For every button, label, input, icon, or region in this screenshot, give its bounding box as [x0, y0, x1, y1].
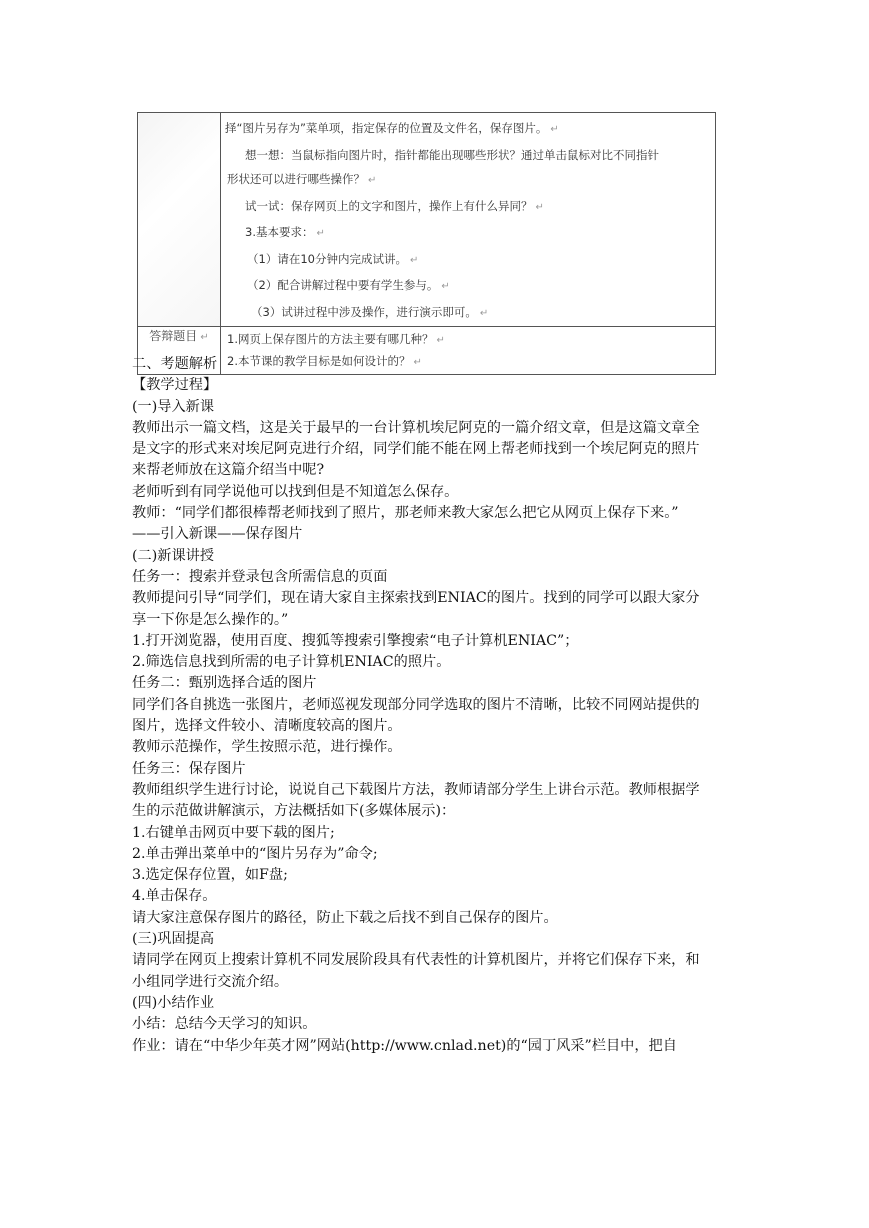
table-content-cell [221, 113, 716, 327]
text-line: 教师：“同学们都很棒帮老师找到了照片，那老师来教大家怎么把它从网页上保存下来。” [132, 505, 679, 522]
text-line: 请同学在网页上搜索计算机不同发展阶段具有代表性的计算机图片，并将它们保存下来，和 [132, 952, 700, 969]
text-line: 小结：总结今天学习的知识。 [132, 1016, 317, 1033]
text-line: 享一下你是怎么操作的。” [132, 611, 289, 628]
text-line: (二)新课讲授 [132, 547, 215, 564]
text-line: 生的示范做讲解演示，方法概括如下(多媒体展示)： [132, 803, 456, 820]
text-line: 2.单击弹出菜单中的“图片另存为”命令; [132, 845, 378, 862]
table-label-cell: 答辩题目 ↵ [138, 327, 221, 375]
text-line: 图片，选择文件较小、清晰度较高的图片。 [132, 718, 402, 735]
text-line: 教师提问引导“同学们，现在请大家自主探索找到ENIAC的图片。找到的同学可以跟大家分 [132, 590, 700, 607]
exam-table [137, 112, 716, 375]
text-line: (一)导入新课 [132, 398, 215, 415]
table-row: 试一试：保存网页上的文字和图片，操作上有什么异同？ ↵ [245, 198, 544, 213]
text-line: (三)巩固提高 [132, 931, 215, 948]
text-line: 1.右键单击网页中要下载的图片; [132, 824, 335, 841]
text-line: 任务三：保存图片 [132, 760, 246, 777]
text-line: ——引入新课——保存图片 [132, 526, 303, 543]
text-line: 老师听到有同学说他可以找到但是不知道怎么保存。 [132, 483, 459, 500]
text-line: 3.选定保存位置，如F盘; [132, 867, 288, 884]
table-row: 想一想：当鼠标指向图片时，指针都能出现哪些形状？通过单击鼠标对比不同指针 [245, 147, 659, 162]
text-line: 任务一：搜索并登录包含所需信息的页面 [132, 568, 388, 585]
text-line: 请大家注意保存图片的路径，防止下载之后找不到自己保存的图片。 [132, 909, 558, 926]
text-line: 4.单击保存。 [132, 888, 217, 905]
answer-analysis-text [132, 354, 742, 1057]
text-line: 小组同学进行交流介绍。 [132, 973, 289, 990]
text-line: 教师示范操作，学生按照示范，进行操作。 [132, 739, 402, 756]
text-line: 2.筛选信息找到所需的电子计算机ENIAC的照片。 [132, 654, 451, 671]
table-row: （1）请在10分钟内完成试讲。 ↵ [247, 251, 419, 266]
text-line: 来帮老师放在这篇介绍当中呢? [132, 462, 325, 479]
text-line: 教师组织学生进行讨论，说说自己下载图片方法，教师请部分学生上讲台示范。教师根据学 [132, 781, 700, 798]
text-line: 二、考题解析 [132, 356, 218, 372]
table-row: 3.基本要求： ↵ [245, 225, 325, 239]
text-line: 教师出示一篇文档，这是关于最早的一台计算机埃尼阿克的一篇介绍文章，但是这篇文章全 [132, 419, 700, 436]
table-row: （3）试讲过程中涉及操作，进行演示即可。 ↵ [251, 304, 489, 319]
text-line: 1.打开浏览器，使用百度、搜狐等搜索引擎搜索“电子计算机ENIAC”； [132, 632, 579, 649]
text-line: 是文字的形式来对埃尼阿克进行介绍，同学们能不能在网上帮老师找到一个埃尼阿克的照片 [132, 441, 700, 458]
table-left-cell [138, 113, 221, 327]
table-row: 择“图片另存为”菜单项，指定保存的位置及文件名，保存图片。 ↵ [225, 121, 559, 135]
table-question: 1.网页上保存图片的方法主要有哪几种？ ↵ [227, 331, 445, 346]
text-line: 任务二：甄别选择合适的图片 [132, 675, 317, 692]
table-row: 形状还可以进行哪些操作？ ↵ [227, 172, 377, 186]
text-line: 【教学过程】 [132, 377, 218, 394]
text-line: 同学们各自挑选一张图片，老师巡视发现部分同学选取的图片不清晰，比较不同网站提供的 [132, 696, 700, 713]
table-question: 2.本节课的教学目标是如何设计的？ ↵ [227, 353, 422, 368]
text-line: (四)小结作业 [132, 994, 215, 1011]
text-line: 作业：请在“中华少年英才网”网站(http://www.cnlad.net)的“园丁风采”栏目中，把自 [132, 1037, 677, 1054]
table-row: （2）配合讲解过程中要有学生参与。 ↵ [247, 278, 450, 292]
